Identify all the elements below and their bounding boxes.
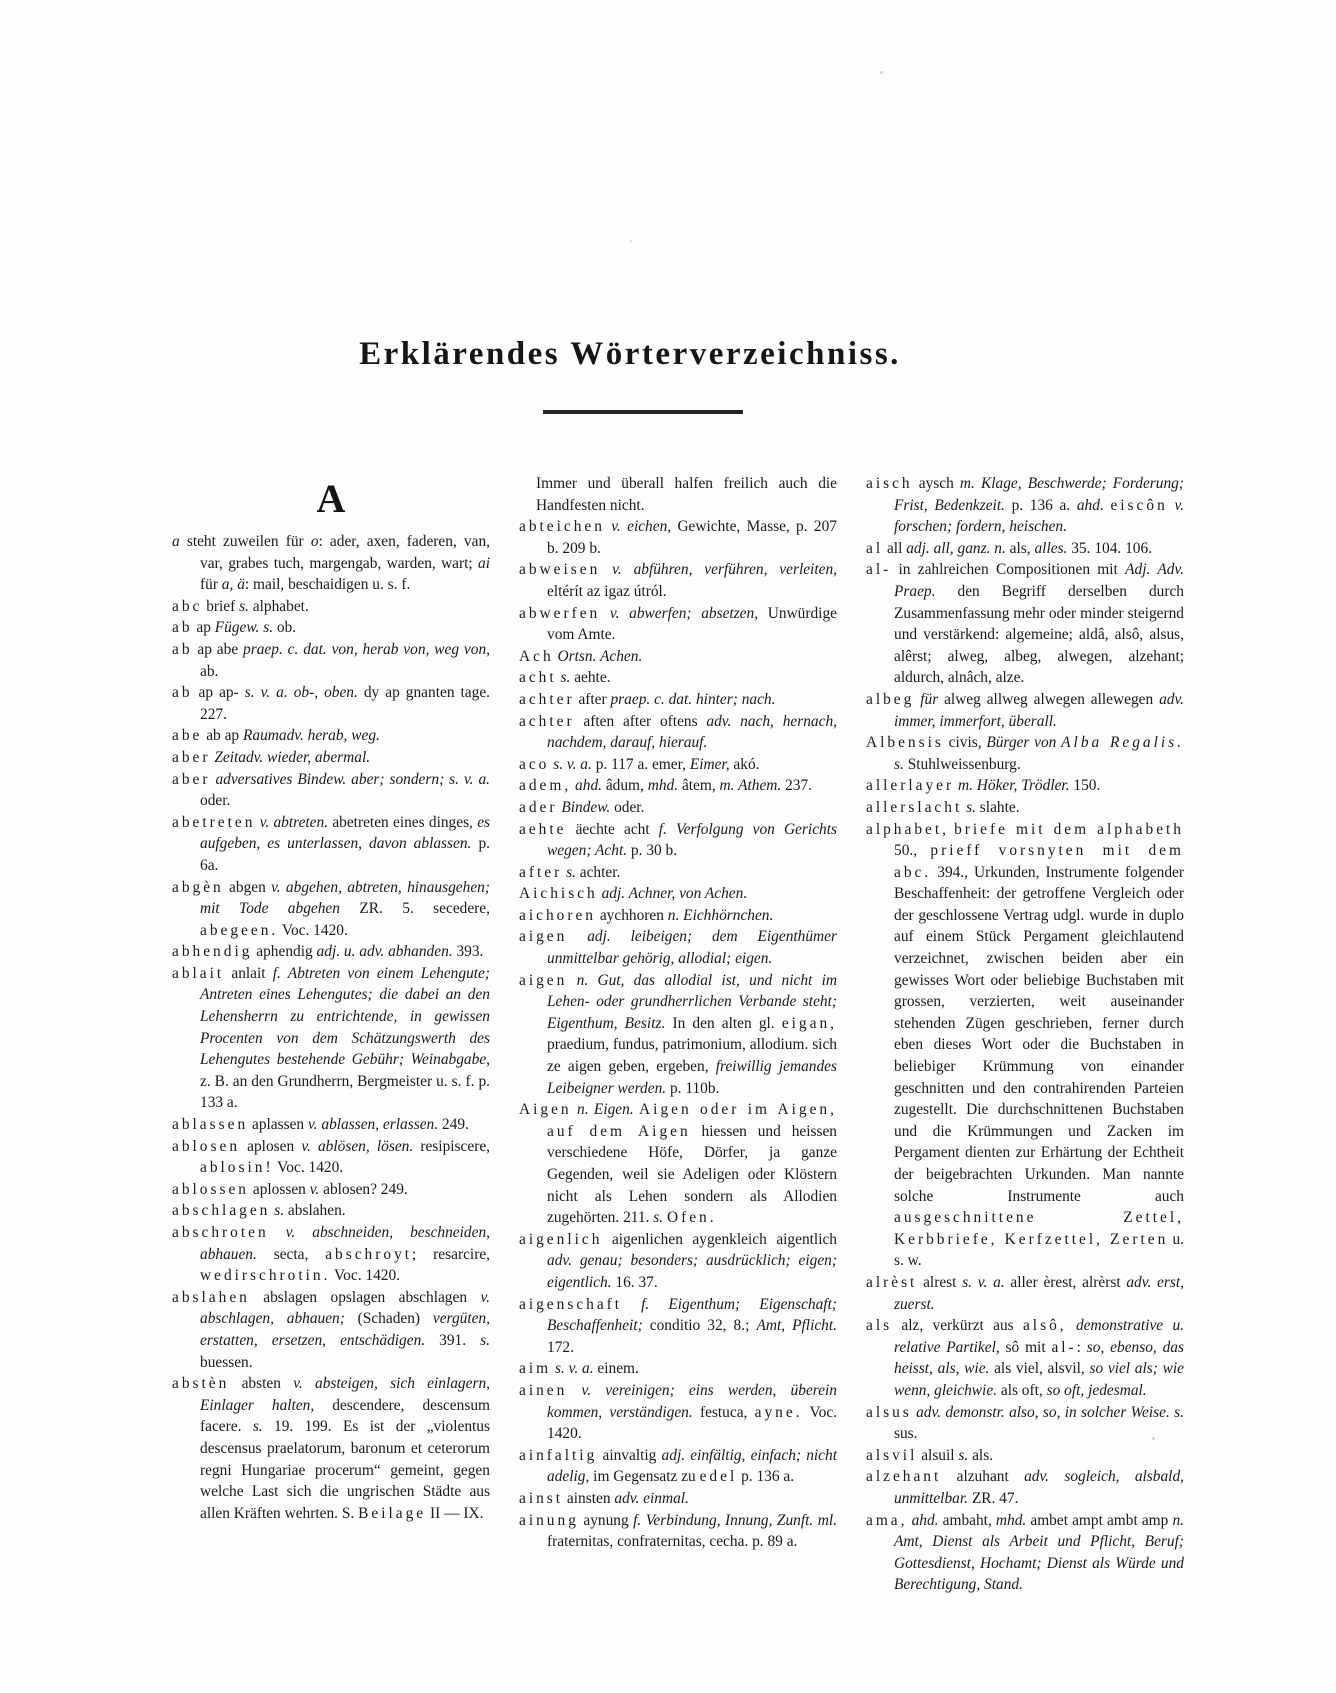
dictionary-entry: albeg für alweg allweg alwegen allewegen adv. immer, immerfort, überall. — [866, 690, 1184, 730]
dictionary-entry: ab ap Fügew. s. ob. — [172, 619, 297, 637]
dictionary-entry: aigen n. Gut, das allodial ist, und nicht im Lehen- oder grundherrlichen Verbande steht; Eigenthum, Besitz. In den alten gl. eigan, praedium, fundus, patrimonium, allodium. sich ze aigen geben, ergeben, freiwillig jemandes Leibeigner werden. p. 110b. — [519, 971, 837, 1097]
dictionary-entry: als alz, verkürzt aus alsô, demonstrative u. relative Partikel, sô mit al-: so, ebenso, das heisst, als, wie. als viel, alsvil, so viel als; wie wenn, gleichwie. als oft, so oft, jedesmal. — [866, 1317, 1184, 1399]
dictionary-entry: acht s. aehte. — [519, 669, 611, 687]
dictionary-entry: allerslacht s. slahte. — [866, 798, 1020, 816]
dictionary-entry: Aigen n. Eigen. Aigen oder im Aigen, auf dem Aigen hiessen und heissen verschiedene Höfe, Dörfer, ja ganze Gegenden, weil sie Adeligen oder Klöstern nicht als Lehen sondern als Allodien zugehörten. 211. s. Ofen. — [519, 1101, 838, 1227]
dictionary-entry: al- in zahlreichen Compositionen mit Adj. Adv. Praep. den Begriff derselben durch Zusammenfassung mehr oder minder steigernd und verstärkend: algemeine; aldâ, alsô, alsus, alêrst; alweg, albeg, alwegen, alzehant; aldurch, alnâch, alze. — [866, 561, 1184, 687]
dictionary-entry: aisch aysch m. Klage, Beschwerde; Forderung; Frist, Bedenkzeit. p. 136 a. ahd. eiscôn v. forschen; fordern, heischen. — [866, 475, 1184, 536]
dictionary-entry: ainst ainsten adv. einmal. — [519, 1489, 689, 1507]
dictionary-entry: abwerfen v. abwerfen; absetzen, Unwürdige vom Amte. — [519, 604, 837, 644]
dictionary-entry: abc brief s. alphabet. — [172, 597, 309, 615]
dictionary-entry: ainen v. vereinigen; eins werden, überein kommen, verständigen. festuca, ayne. Voc. 1420. — [519, 1381, 838, 1443]
dictionary-entry: abetreten v. abtreten. abetreten eines dinges, es aufgeben, es unterlassen, davon ablassen. p. 6a. — [172, 813, 491, 874]
dictionary-entry: aigenschaft f. Eigenthum; Eigenschaft; Beschaffenheit; conditio 32, 8.; Amt, Pflicht. 172. — [519, 1295, 838, 1356]
dictionary-entry: al all adj. all, ganz. n. als, alles. 35. 104. 106. — [866, 539, 1153, 557]
title-divider — [543, 410, 743, 414]
column-2 — [519, 473, 837, 1596]
dictionary-entry: achter after praep. c. dat. hinter; nach. — [519, 690, 776, 708]
dictionary-entry: abstèn absten v. absteigen, sich einlagern, Einlager halten, descendere, descensum facere. s. 19. 199. Es ist der „violentus descensus praelatorum, baronum et ceterorum regni Hungariae procerum“ gemeint, gegen welche Last sich die ungrischen Städte aus allen Kräften wehrten. S. Beilage II — IX. — [172, 1375, 490, 1522]
dictionary-entry: Immer und überall halfen freilich auch die Handfesten nicht. — [536, 475, 837, 514]
dictionary-entry: ader Bindew. oder. — [519, 798, 645, 816]
dictionary-entry: alrèst alrest s. v. a. aller èrest, alrèrst adv. erst, zuerst. — [866, 1273, 1184, 1313]
dictionary-entry: ama, ahd. ambaht, mhd. ambet ampt ambt amp n. Amt, Dienst als Arbeit und Pflicht, Beruf; Gottesdienst, Hochamt; Dienst als Würde und Berechtigung, Stand. — [866, 1511, 1184, 1594]
column-3 — [866, 473, 1184, 1596]
dictionary-entry: allerlayer m. Höker, Trödler. 150. — [866, 777, 1101, 795]
dictionary-entry: ablossen aplossen v. ablosen? 249. — [172, 1180, 408, 1198]
dictionary-entry: abteichen v. eichen, Gewichte, Masse, p. 207 b. 209 b. — [519, 518, 837, 557]
dictionary-entry: achter aften after oftens adv. nach, hernach, nachdem, darauf, hierauf. — [519, 712, 838, 752]
dictionary-entry: adem, ahd. âdum, mhd. âtem, m. Athem. 237. — [519, 777, 813, 795]
dictionary-entry: alphabet, briefe mit dem alphabeth 50., prieff vorsnyten mit dem abc. 394., Urkunden, Instrumente folgender Beschaffenheit: der getroffene Vergleich oder der geschlossene Vertrag udgl. wurde in duplo auf einem Stück Pergament gleichlautend verzeichnet, zwischen beiden aber ein gewisses Wort oder beliebige Buchstaben mit grossen, verzierten, weit auseinander stehenden Zügen geschrieben, ferner durch eben dieses Wort oder die Buchstaben in beliebiger Krümmung von einander geschnitten und den contrahirenden Parteien zugestellt. Die durchschnittenen Buchstaben und die Krümmungen und Zacken im Pergament dienten zur Erhärtung der Echtheit der beigebrachten Urkunden. Man nannte solche Instrumente auch ausgeschnittene Zettel, Kerbbriefe, Kerfzettel, Zerten u. s. w. — [866, 820, 1184, 1270]
dictionary-entry: ab ap abe praep. c. dat. von, herab von, weg von, ab. — [172, 640, 490, 680]
dictionary-entry: aim s. v. a. einem. — [519, 1360, 639, 1378]
dictionary-entry: aber Zeitadv. wieder, abermal. — [172, 748, 371, 766]
dictionary-entry: alzehant alzuhant adv. sogleich, alsbald, unmittelbar. ZR. 47. — [866, 1468, 1184, 1507]
section-letter-heading: A — [316, 476, 346, 521]
dictionary-entry: ablait anlait f. Abtreten von einem Lehengute; Antreten eines Lehengutes; die dabei an den Lehensherrn zu entrichtende, in gewissen Procenten von dem Schätzungswerth des Lehengutes bestehende Gebühr; Weinabgabe, z. B. an den Grundherrn, Bergmeister u. s. f. p. 133 a. — [172, 964, 490, 1112]
dictionary-entry: aco s. v. a. p. 117 a. emer, Eimer, akó. — [519, 755, 760, 773]
column-1 — [172, 473, 490, 1596]
dictionary-entry: aigen adj. leibeigen; dem Eigenthümer unmittelbar gehörig, allodial; eigen. — [519, 928, 837, 968]
dictionary-entry: abschroten v. abschneiden, beschneiden, abhauen. secta, abschroyt; resarcire, wedirschrotin. Voc. 1420. — [172, 1224, 490, 1285]
dictionary-entry: alsus adv. demonstr. also, so, in solcher Weise. s. sus. — [866, 1403, 1184, 1443]
dictionary-entry: aehte äechte acht f. Verfolgung von Gerichts wegen; Acht. p. 30 b. — [519, 820, 837, 860]
dictionary-entry: Ach Ortsn. Achen. — [519, 647, 643, 665]
dictionary-entry: after s. achter. — [519, 863, 621, 881]
dictionary-entry: abgèn abgen v. abgehen, abtreten, hinausgehen; mit Tode abgehen ZR. 5. secedere, abegeen. Voc. 1420. — [172, 878, 490, 939]
dictionary-entry: abe ab ap Raumadv. herab, weg. — [172, 727, 380, 745]
dictionary-entry: Aichisch adj. Achner, von Achen. — [519, 885, 748, 903]
dictionary-entry: abschlagen s. abslahen. — [172, 1202, 346, 1220]
dictionary-entry: ainfaltig ainvaltig adj. einfältig, einfach; nicht adelig, im Gegensatz zu edel p. 136 a. — [519, 1446, 837, 1486]
dictionary-entry: abweisen v. abführen, verführen, verleiten, eltérít az igaz útról. — [519, 561, 837, 600]
dictionary-entry: ablassen aplassen v. ablassen, erlassen. 249. — [172, 1116, 469, 1134]
dictionary-entry: ainung aynung f. Verbindung, Innung, Zunft. ml. fraternitas, confraternitas, cecha. p. 89 a. — [519, 1511, 837, 1551]
dictionary-entry: a steht zuweilen für o: ader, axen, faderen, van, var, grabes tuch, margengab, warden, wart; ai für a, ä: mail, beschaidigen u. s. f. — [172, 533, 490, 594]
dictionary-entry: ablosen aplosen v. ablösen, lösen. resipiscere, ablosin! Voc. 1420. — [172, 1137, 490, 1177]
scan-speck — [880, 71, 883, 74]
dictionary-entry: abslahen abslagen opslagen abschlagen v. abschlagen, abhauen; (Schaden) vergüten, erstatten, ersetzen, entschädigen. 391. s. buessen. — [172, 1288, 490, 1371]
scan-speck — [630, 240, 632, 242]
dictionary-entry: Albensis civis, Bürger von Alba Regalis. s. Stuhlweissenburg. — [866, 734, 1184, 773]
text-columns — [172, 473, 1184, 1596]
dictionary-entry: aigenlich aigenlichen aygenkleich aigentlich adv. genau; besonders; ausdrücklich; eigen; eigentlich. 16. 37. — [519, 1230, 837, 1291]
dictionary-entry: ab ap ap- s. v. a. ob-, oben. dy ap gnanten tage. 227. — [172, 684, 490, 723]
dictionary-entry: alsvil alsuil s. als. — [866, 1446, 994, 1464]
dictionary-entry: aichoren aychhoren n. Eichhörnchen. — [519, 906, 774, 924]
dictionary-entry: abhendig aphendig adj. u. adv. abhanden. 393. — [172, 943, 484, 961]
dictionary-entry: aber adversatives Bindew. aber; sondern; s. v. a. oder. — [172, 770, 490, 810]
page-title: Erklärendes Wörterverzeichniss. — [359, 336, 901, 372]
